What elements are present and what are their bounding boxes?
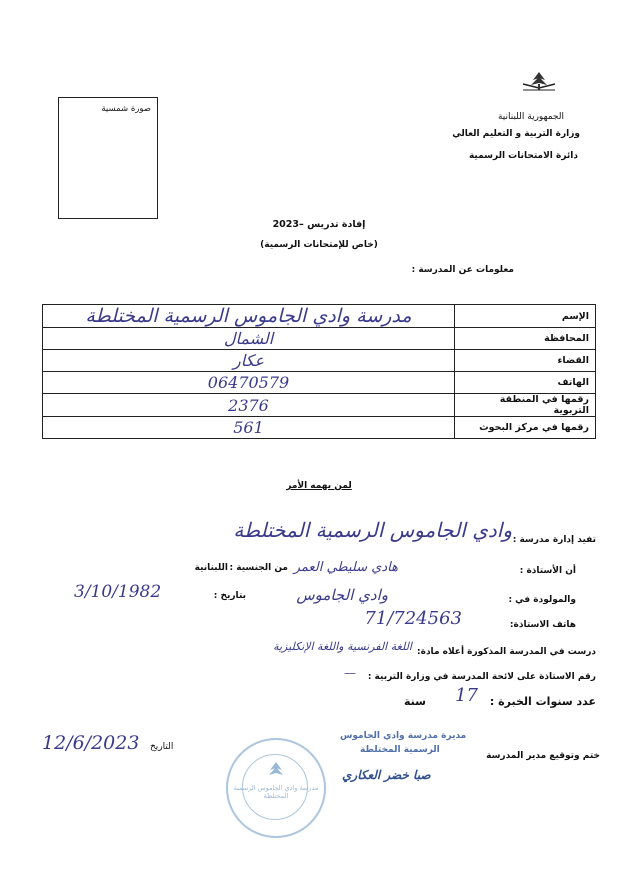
- registration-value: —: [344, 666, 356, 680]
- to-whom-heading: لمن يهمه الأمر: [286, 481, 352, 491]
- ministry-label: وزارة التربية و التعليم العالي: [452, 129, 580, 139]
- table-row: [43, 350, 596, 372]
- republic-label: الجمهورية اللبنانية: [497, 112, 564, 122]
- page-subtitle: (خاص للإمتحانات الرسمية): [260, 240, 378, 250]
- table-row: [43, 305, 596, 328]
- page-title: إفادة تدريس –2023: [272, 219, 366, 230]
- table-label: المحافظة: [455, 328, 596, 350]
- registration-label: رقم الاستاذة على لائحة المدرسة في وزارة التربية :: [367, 672, 596, 682]
- table-row: [43, 394, 596, 417]
- sign-label: ختم وتوقيع مدير المدرسة: [486, 751, 600, 761]
- stamp-line-1: مديرة مدرسة وادي الجاموس: [340, 731, 467, 741]
- school-info-heading: معلومات عن المدرسة :: [411, 265, 514, 275]
- school-value: وادي الجاموس الرسمية المختلطة: [233, 518, 512, 542]
- exams-department-label: دائرة الامتحانات الرسمية: [468, 151, 578, 161]
- school-label: تفيد إدارة مدرسة :: [512, 535, 596, 545]
- taught-subject-label: درست في المدرسة المذكورة أعلاه مادة:: [417, 647, 596, 657]
- photo-box: [58, 97, 158, 219]
- table-row: [43, 328, 596, 350]
- table-label: رقمها في المنطقة التربوية: [455, 394, 596, 417]
- born-place-value: وادي الجاموس: [296, 586, 388, 604]
- birth-date-label: بتاريخ :: [213, 591, 246, 601]
- table-label: رقمها في مركز البحوث: [455, 417, 596, 439]
- nationality-label: من الجنسية :: [229, 563, 288, 573]
- table-value: 06470579: [43, 372, 455, 394]
- signature: صبا خضر العكاري: [342, 768, 431, 782]
- table-value: 561: [43, 417, 455, 439]
- table-value: عكار: [43, 350, 455, 372]
- teacher-value: هادي سليطي العمر: [293, 560, 398, 575]
- cedar-emblem-icon: [519, 68, 559, 96]
- school-info-table: [42, 304, 596, 439]
- teacher-phone-label: هاتف الاستاذة:: [509, 620, 576, 630]
- seal-cedar-icon: [266, 760, 286, 780]
- footer-date-value: 12/6/2023: [42, 732, 140, 754]
- experience-label: عدد سنوات الخبرة :: [489, 695, 596, 708]
- table-value: الشمال: [43, 328, 455, 350]
- table-value: 2376: [43, 394, 455, 417]
- stamp-line-2: الرسمية المختلطة: [360, 745, 440, 755]
- experience-unit: سنة: [404, 695, 426, 708]
- table-row: [43, 372, 596, 394]
- table-label: القضاء: [455, 350, 596, 372]
- table-row: [43, 417, 596, 439]
- table-label: الإسم: [455, 305, 596, 328]
- birth-date-value: 3/10/1982: [74, 582, 162, 602]
- taught-subject-value: اللغة الفرنسية واللغة الإنكليزية: [273, 640, 412, 653]
- teacher-label: أن الأستاذة :: [519, 566, 576, 576]
- school-seal: [226, 738, 326, 838]
- nationality-value: اللبنانية: [194, 563, 228, 573]
- teacher-phone-value: 71/724563: [364, 608, 462, 629]
- seal-text: مدرسة وادي الجاموس الرسمية المختلطة: [233, 784, 319, 800]
- born-place-label: والمولودة في :: [508, 595, 576, 605]
- photo-label: صورة شمسية: [101, 104, 151, 114]
- experience-value: 17: [455, 685, 478, 706]
- table-label: الهاتف: [455, 372, 596, 394]
- table-value: مدرسة وادي الجاموس الرسمية المختلطة: [43, 305, 455, 328]
- footer-date-label: التاريخ: [150, 742, 174, 752]
